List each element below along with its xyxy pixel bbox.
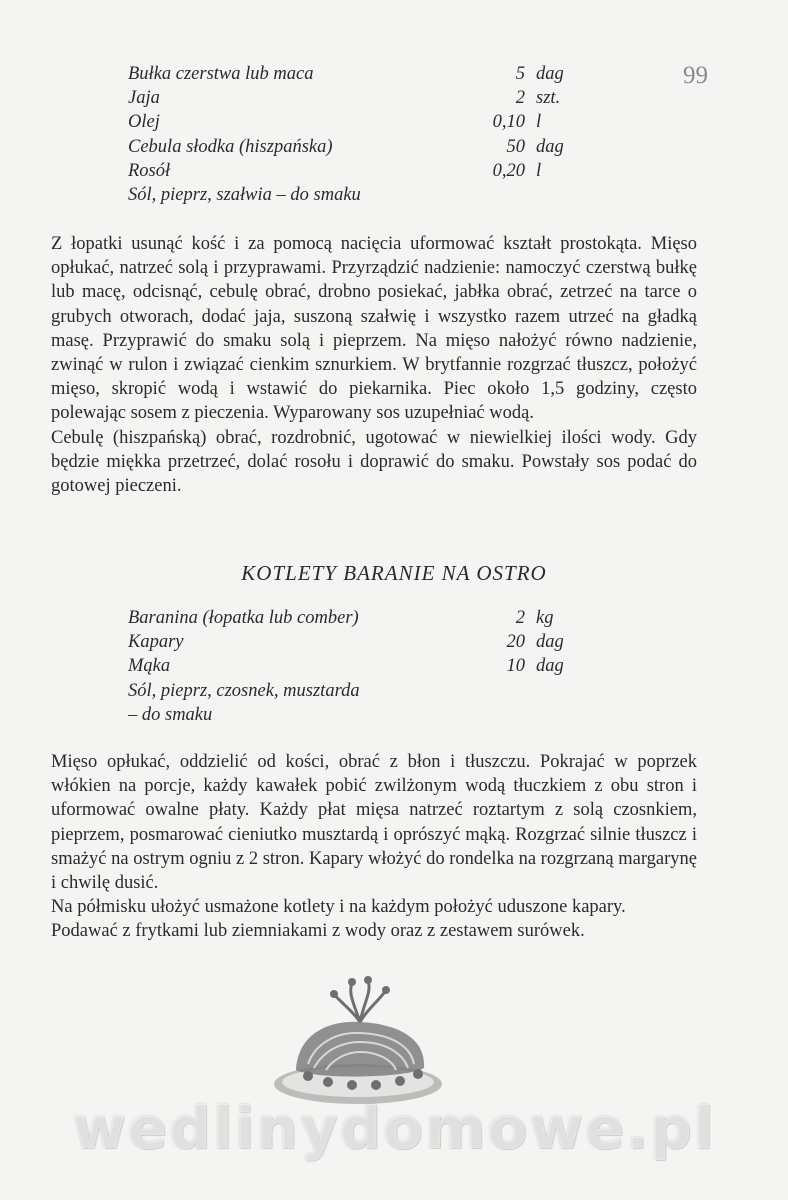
ingredient-row xyxy=(128,703,588,727)
ingredient-name: Olej xyxy=(128,112,160,133)
ingredient-unit: kg xyxy=(536,608,554,628)
ingredient-unit: l xyxy=(536,112,542,133)
ingredient-row xyxy=(128,110,588,134)
ingredient-row xyxy=(128,654,588,678)
paragraph: Cebulę (hiszpańską) obrać, rozdrobnić, ugotować w niewielkiej ilości wody. Gdy będzie miękka przetrzeć, dolać rosołu i doprawić do smaku. Powstały sos podać do gotowej pieczeni. xyxy=(51,427,697,497)
ingredient-qty: 50 xyxy=(506,136,525,157)
ingredient-row xyxy=(128,159,588,183)
ingredient-unit: dag xyxy=(536,64,564,84)
ingredient-row xyxy=(128,86,588,110)
paragraph: Na półmisku ułożyć usmażone kotlety i na każdym położyć uduszone kapary. xyxy=(51,897,626,918)
instructions-1 xyxy=(51,232,697,498)
ingredient-row xyxy=(128,62,588,86)
roast-dish-icon xyxy=(268,972,450,1112)
ingredient-qty: 2 xyxy=(515,88,525,109)
ingredient-name: Bułka czerstwa lub maca xyxy=(128,64,314,84)
ingredient-qty: 5 xyxy=(515,64,525,84)
ingredient-unit: szt. xyxy=(536,88,561,109)
ingredients-list-1 xyxy=(128,62,588,207)
ingredient-row xyxy=(128,606,588,630)
ingredient-unit: l xyxy=(536,160,542,181)
ingredient-qty: 0,20 xyxy=(492,160,525,181)
recipe-title: KOTLETY BARANIE NA OSTRO xyxy=(241,561,547,585)
page-number: 99 xyxy=(683,62,708,89)
ingredient-name: – do smaku xyxy=(128,704,213,725)
paragraph: Podawać z frytkami lub ziemniakami z wody oraz z zestawem surówek. xyxy=(51,921,585,942)
ingredient-row xyxy=(128,135,588,159)
ingredient-name: Mąka xyxy=(128,656,171,677)
ingredient-name: Cebula słodka (hiszpańska) xyxy=(128,136,333,157)
ingredient-name: Jaja xyxy=(128,88,160,109)
ingredient-unit: dag xyxy=(536,656,564,677)
ingredient-name: Sól, pieprz, czosnek, musztarda xyxy=(128,680,360,701)
ingredient-qty: 0,10 xyxy=(492,112,525,133)
paragraph: Z łopatki usunąć kość i za pomocą nacięcia uformować kształt prostokąta. Mięso opłukać, natrzeć solą i przyprawami. Przyrządzić nadzienie: namoczyć czerstwą bułkę lub macę, odcisnąć, cebulę obrać, drobno posiekać, jabłka obrać, zetrzeć na tarce o grubych otworach, dodać jaja, suszoną szałwię i wszystko razem utrzeć na gładką masę. Przyprawić do smaku solą i pieprzem. Na mięso nałożyć równo nadzienie, zwinąć w rulon i związać cienkim sznurkiem. W brytfannie rozgrzać tłuszcz, położyć mięso, skropić wodą i wstawić do piekarnika. Piec około 1,5 godziny, często polewając sosem z pieczenia. Wyparowany sos uzupełniać wodą. xyxy=(51,234,697,424)
ingredient-row xyxy=(128,183,588,207)
ingredient-qty: 10 xyxy=(506,656,525,677)
ingredient-name: Rosół xyxy=(128,160,171,181)
ingredient-row xyxy=(128,630,588,654)
ingredient-qty: 2 xyxy=(515,608,525,628)
watermark: wedlinydomowe.pl xyxy=(72,1094,716,1162)
paragraph: Mięso opłukać, oddzielić od kości, obrać z błon i tłuszczu. Pokrajać w poprzek włókien na porcje, każdy kawałek pobić zwilżonym wodą tłuczkiem z obu stron i uformować owalne płaty. Każdy płat mięsa natrzeć roztartym z solą czosnkiem, pieprzem, posmarować cieniutko musztardą i oprószyć mąką. Rozgrzać silnie tłuszcz i smażyć na ostrym ogniu z 2 stron. Kapary włożyć do rondelka na rozgrzaną margarynę i chwilę dusić. xyxy=(51,752,697,894)
ingredient-qty: 20 xyxy=(506,632,525,653)
ingredients-list-2 xyxy=(128,606,588,727)
ingredient-row xyxy=(128,679,588,703)
ingredient-name: Baranina (łopatka lub comber) xyxy=(128,608,359,628)
ingredient-name: Kapary xyxy=(128,632,184,653)
instructions-2 xyxy=(51,750,697,944)
ingredient-unit: dag xyxy=(536,136,564,157)
ingredient-name: Sól, pieprz, szałwia – do smaku xyxy=(128,184,361,205)
ingredient-unit: dag xyxy=(536,632,564,653)
